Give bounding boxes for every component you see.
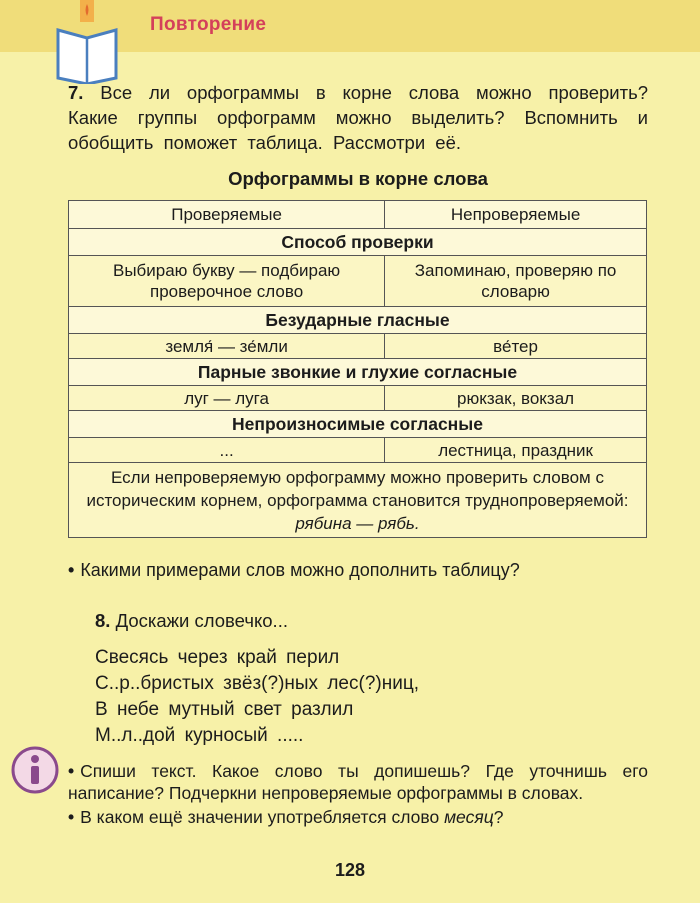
method-uncheckable: Запоминаю, проверяю по словарю [385,256,647,307]
task-meaning-suffix: ? [493,807,504,827]
note-example: рябина — рябь. [295,513,420,533]
bullet-icon: • [68,560,75,580]
poem-line: М..л..дой курносый ..... [95,725,304,746]
section-consonants: Парные звонкие и глухие согласные [69,359,647,386]
col-header-checkable: Проверяемые [69,201,385,229]
section-silent: Непроизносимые согласные [69,411,647,438]
page-number: 128 [334,860,366,880]
task-7-number: 7. [68,82,84,103]
task-8 [95,610,288,632]
task-copy [68,760,648,804]
consonants-checkable: луг — луга [69,386,385,411]
silent-checkable: ... [69,438,385,463]
task-meaning [68,806,648,828]
bottom-tasks [68,760,648,830]
section-method: Способ проверки [69,229,647,256]
orthogram-table [68,200,647,538]
section-vowels: Безударные гласные [69,307,647,334]
task-7-text: Все ли орфограммы в корне слова можно проверить? Какие группы орфограмм можно выделить? Вспомнить и обобщить поможет таблица. Рассмотри её. [68,82,649,153]
task-8-number: 8. [95,610,111,631]
table-note [69,463,647,538]
task-meaning-text: В каком ещё значении употребляется слово [80,807,440,827]
bullet-icon: • [68,807,75,827]
note-text: Если непроверяемую орфограмму можно проверить словом с историческим корнем, орфограмма становится труднопроверяемой: [86,467,629,510]
info-icon [10,745,60,795]
book-icon [54,0,120,84]
task-7 [68,80,648,155]
poem [95,645,419,749]
bullet-question [68,560,648,581]
bullet-icon: • [68,761,75,781]
poem-line: В небе мутный свет разлил [95,699,354,720]
poem-line: Свесясь через край перил [95,647,340,668]
task-copy-text: Спиши текст. Какое слово ты допишешь? Где уточнишь его написание? Подчеркни непроверяемые орфограммы в словах. [68,761,648,803]
vowels-checkable: земля́ — зе́мли [69,334,385,359]
task-meaning-word: месяц [444,807,494,827]
method-checkable: Выбираю букву — подбираю проверочное слово [69,256,385,307]
silent-uncheckable: лестница, праздник [385,438,647,463]
col-header-uncheckable: Непроверяемые [385,201,647,229]
section-title: Повторение [150,14,267,35]
task-8-text: Доскажи словечко... [115,610,288,631]
poem-line: С..р..бристых звёз(?)ных лес(?)ниц, [95,673,419,694]
table-title: Орфограммы в корне слова [228,168,488,189]
vowels-uncheckable: ве́тер [385,334,647,359]
bullet-question-text: Какими примерами слов можно дополнить таблицу? [80,560,520,580]
consonants-uncheckable: рюкзак, вокзал [385,386,647,411]
